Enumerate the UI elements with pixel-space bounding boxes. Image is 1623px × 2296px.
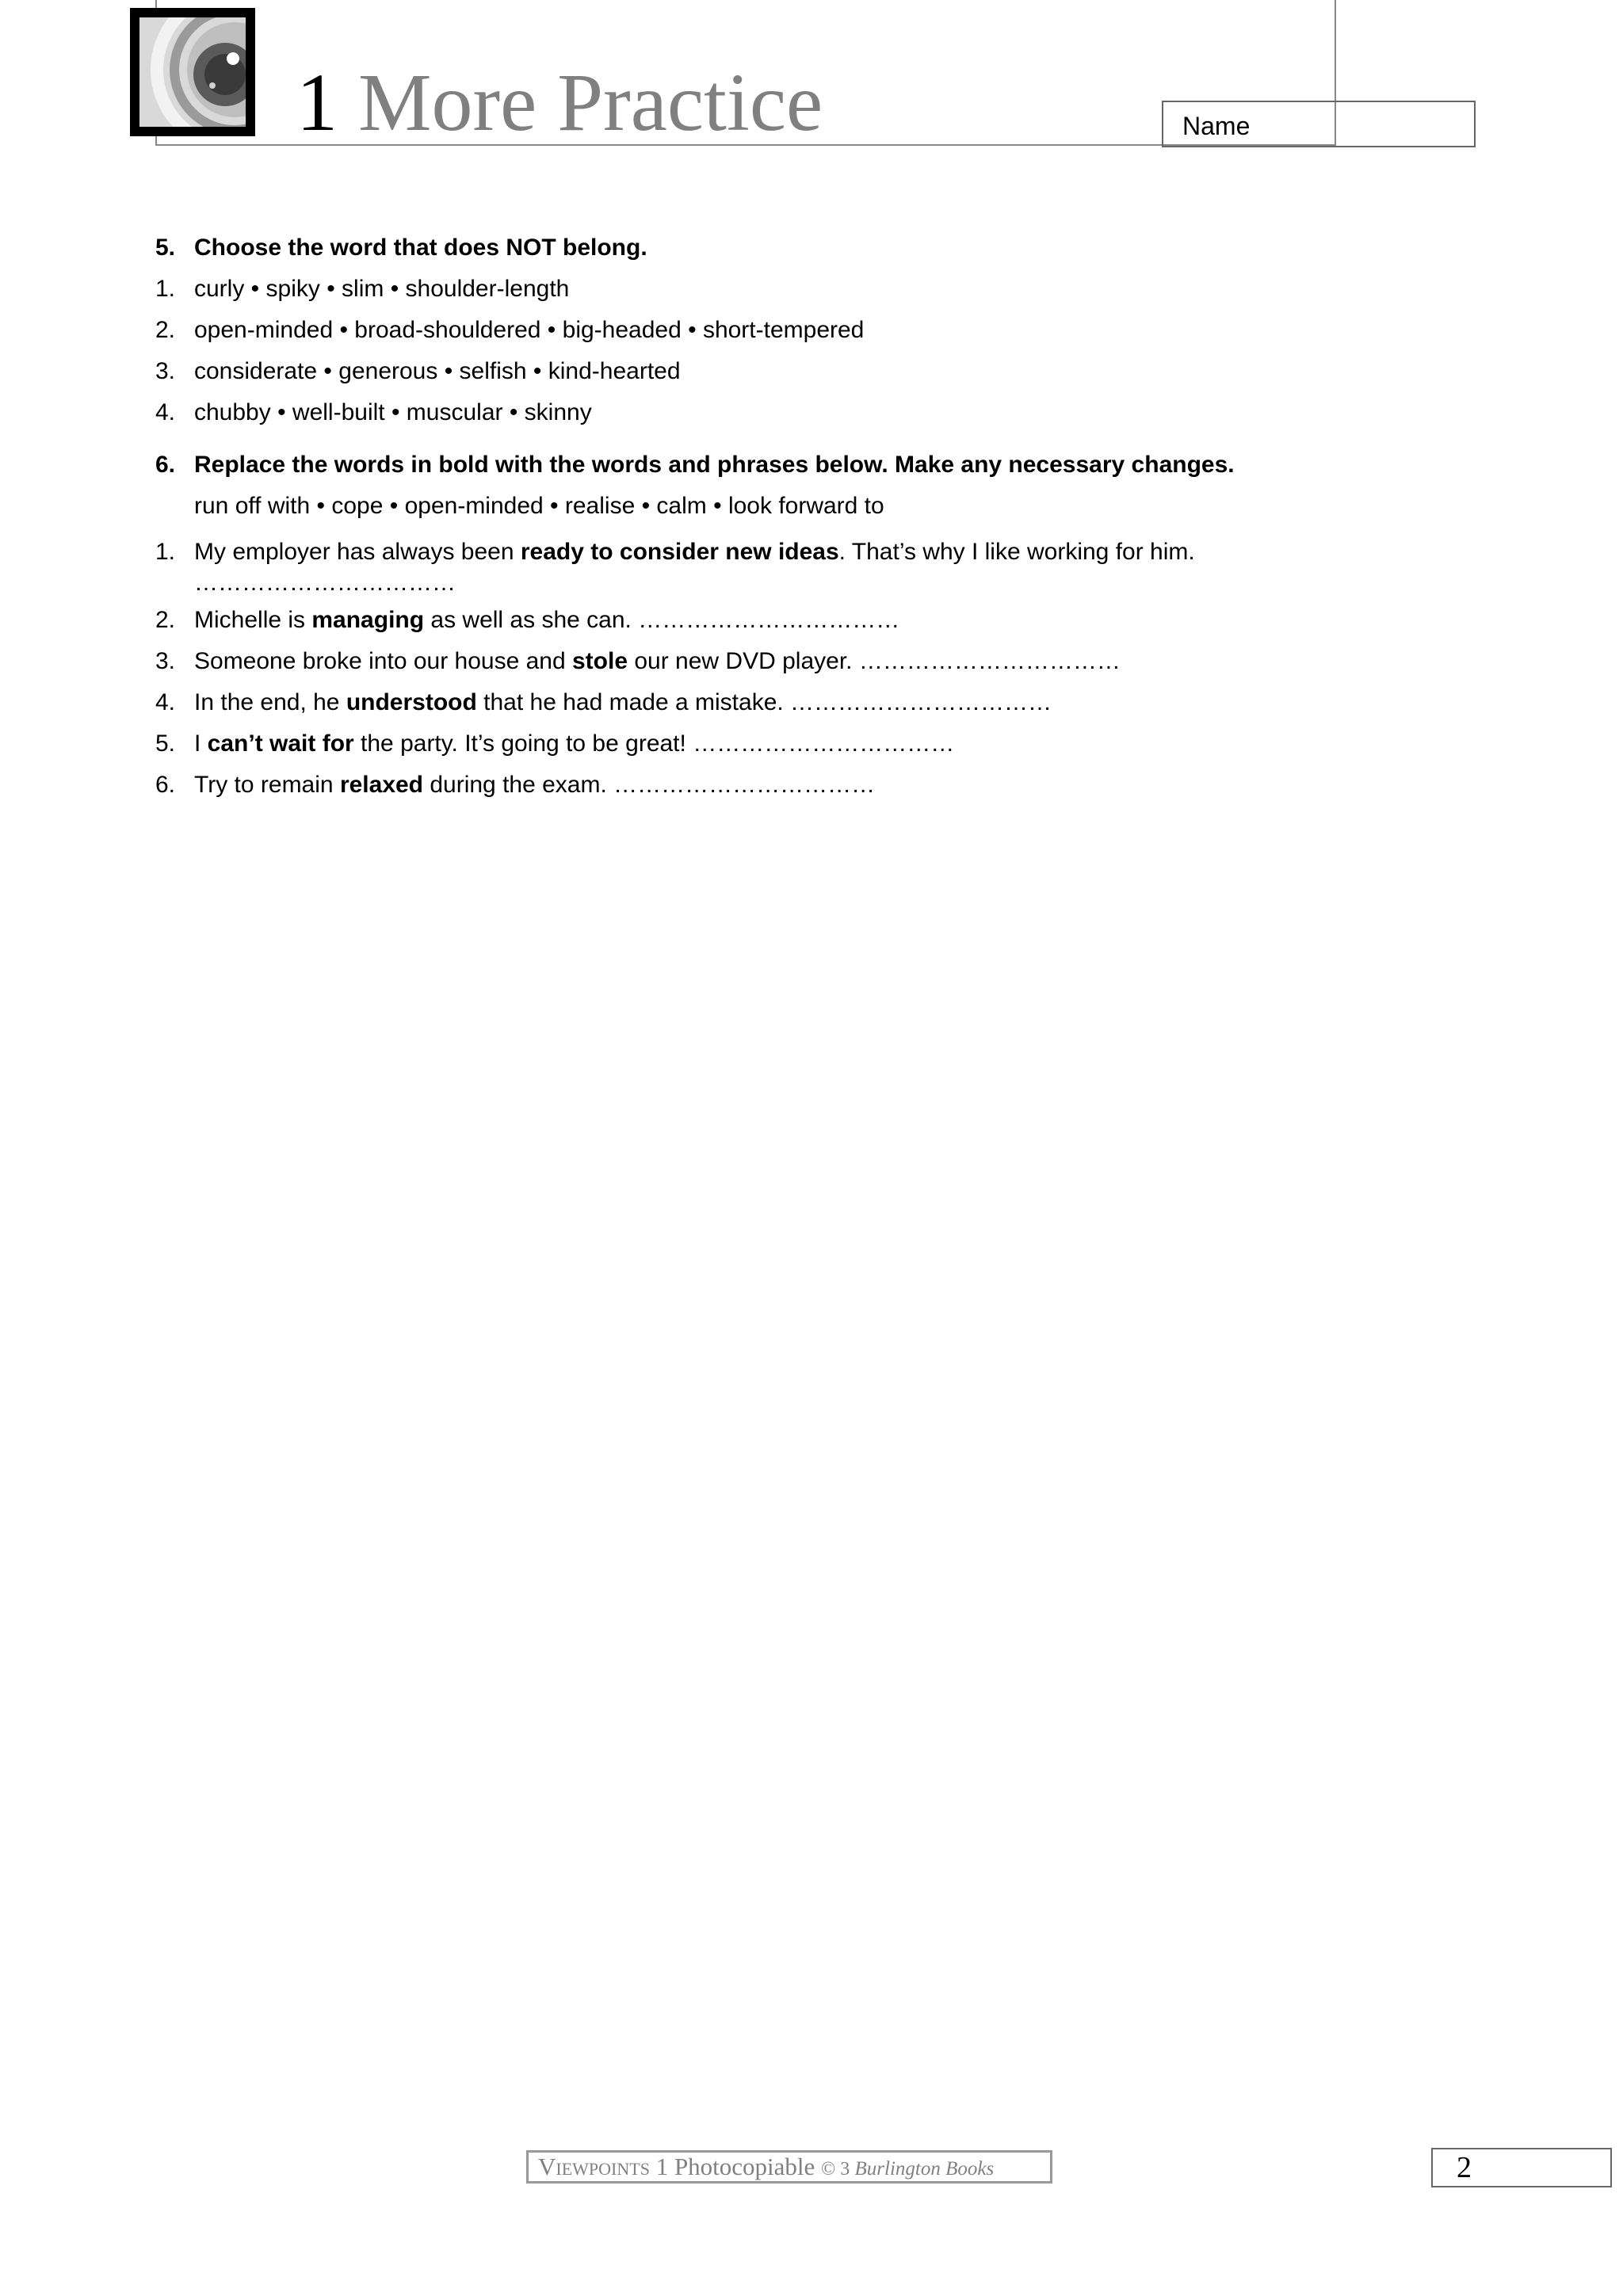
- item-text-after: as well as she can. ……………………………: [424, 607, 900, 633]
- item-number: 2.: [155, 607, 176, 633]
- title-text: More Practice: [358, 57, 823, 148]
- list-item: [155, 351, 1503, 392]
- item-text-before: In the end, he: [194, 689, 346, 715]
- item-bold-phrase: stole: [572, 648, 628, 674]
- level-text: 1 Photocopiable: [649, 2153, 822, 2180]
- item-bold-phrase: ready to consider new ideas: [520, 539, 839, 565]
- name-label: Name: [1182, 112, 1251, 140]
- instruction-text: Choose the word that does NOT belong.: [194, 235, 647, 261]
- item-text: curly • spiky • slim • shoulder-length: [194, 276, 570, 302]
- list-item: [155, 765, 1503, 806]
- item-text: chubby • well-built • muscular • skinny: [194, 399, 592, 425]
- item-number: 5.: [155, 730, 176, 757]
- item-bold-phrase: relaxed: [339, 772, 424, 798]
- word-bank: [155, 486, 1503, 527]
- item-number: 4.: [155, 689, 176, 715]
- item-text-after: the party. It’s going to be great! ……………………………: [353, 730, 955, 757]
- unit-number: 1: [296, 57, 338, 148]
- item-text-before: Someone broke into our house and: [194, 648, 572, 674]
- eye-icon: [139, 17, 246, 127]
- item-text: open-minded • broad-shouldered • big-headed • short-tempered: [194, 317, 865, 343]
- publisher-name: Burlington Books: [850, 2158, 995, 2180]
- unit-logo: [130, 8, 255, 136]
- item-text-before: My employer has always been: [194, 539, 521, 565]
- worksheet-content: [155, 227, 1503, 806]
- instruction-text: Replace the words in bold with the words and phrases below. Make any necessary changes.: [194, 452, 1235, 478]
- item-number: 1.: [155, 276, 176, 302]
- item-text-after: that he had made a mistake. ……………………………: [476, 689, 1052, 715]
- item-text-after: . That’s why I like working for him.: [838, 539, 1195, 565]
- item-bold-phrase: understood: [346, 689, 477, 715]
- footer-credit: [526, 2150, 1052, 2183]
- exercise-6-instruction: [155, 444, 1503, 486]
- list-item: [155, 269, 1503, 310]
- list-item: [155, 682, 1503, 723]
- item-bold-phrase: managing: [311, 607, 425, 633]
- exercise-number: 6.: [155, 452, 176, 478]
- list-item: [155, 532, 1503, 573]
- item-text-before: I: [194, 730, 208, 757]
- answer-dots[interactable]: ……………………………: [194, 570, 456, 596]
- series-name: Viewpoints: [538, 2153, 650, 2180]
- item-number: 1.: [155, 539, 176, 565]
- item-text-after: our new DVD player. ……………………………: [628, 648, 1121, 674]
- word-bank-text: run off with • cope • open-minded • realise • calm • look forward to: [194, 493, 884, 519]
- item-number: 4.: [155, 399, 176, 425]
- copyright-text: © 3: [821, 2159, 850, 2180]
- item-number: 6.: [155, 772, 176, 798]
- item-text-before: Michelle is: [194, 607, 312, 633]
- name-field[interactable]: [1162, 101, 1476, 147]
- item-text-after: during the exam. ……………………………: [423, 772, 876, 798]
- list-item: [155, 392, 1503, 433]
- exercise-5-instruction: [155, 227, 1503, 269]
- list-item: [155, 310, 1503, 351]
- exercise-number: 5.: [155, 235, 176, 261]
- item-text-before: Try to remain: [194, 772, 340, 798]
- item-number: 2.: [155, 317, 176, 343]
- list-item: [155, 723, 1503, 765]
- item-text: considerate • generous • selfish • kind-hearted: [194, 358, 681, 384]
- list-item: [155, 600, 1503, 641]
- item-bold-phrase: can’t wait for: [207, 730, 354, 757]
- page-title: [296, 57, 823, 148]
- page-number: 2: [1431, 2148, 1612, 2187]
- item-number: 3.: [155, 648, 176, 674]
- list-item: [155, 641, 1503, 682]
- item-number: 3.: [155, 358, 176, 384]
